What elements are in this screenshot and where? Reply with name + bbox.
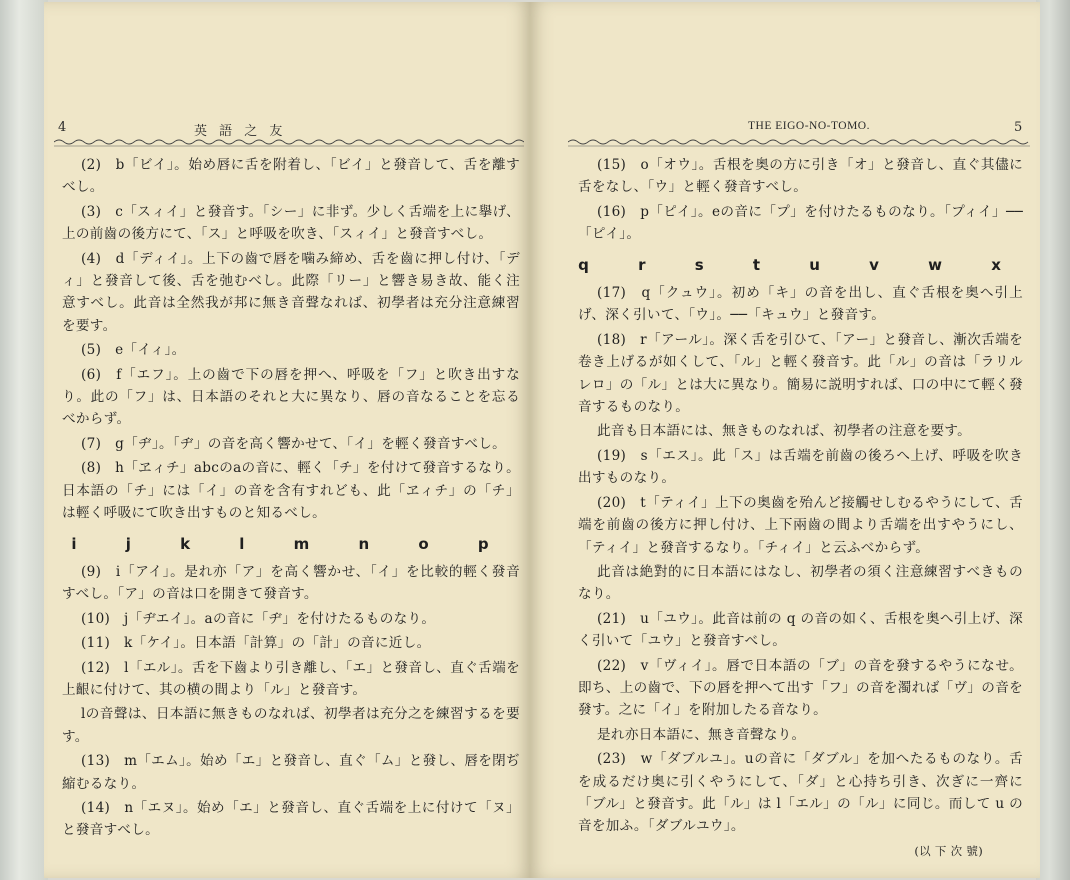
book-edge-right [1036,0,1070,880]
entry-r: (18) r「アール」。深く舌を引ひて、「アー」と發音し、漸次舌端を卷き上げるが如くして、「ル」と輕く發音す。此「ル」の音は「ラリルレロ」の「ル」とは大に異なり。簡易に説明すれば、口の中にて輕く發音するものなり。 [578,331,1023,416]
entry-u: (21) u「ユウ」。此音は前の q の音の如く、舌根を奥へ引上げ、深く引いて「ユウ」と發音すべし。 [578,610,1023,650]
left-page-body [62,154,520,844]
entry-p: (16) p「ピイ」。eの音に「プ」を付けたるものなり。「プィイ」──「ピイ」。 [578,203,1023,243]
entry-q: (17) q「クュウ」。初め「キ」の音を出し、直ぐ舌根を奥へ引上げ、深く引いて、「ウ」。──「キュウ」と發音す。 [578,285,1023,324]
letters-heading-q-x: q r s t u v w x [578,255,1023,274]
entry-v-note: 是れ亦日本語に、無き音聲なり。 [597,726,806,743]
entry-h: (8) h「ヱィチ」abcのaの音に、輕く「チ」を付けて發音するなり。日本語の「チ」には「イ」の音を含有すれども、此「ヱィチ」の「チ」は輕く呼吸にて吹き出すものと知るべし。 [62,460,520,522]
entry-w: (23) w「ダブルユ」。uの音に「ダブル」を加へたるものなり。舌を成るだけ奥に引くやうにして、「ダ」と心持ち引き、次ぎに一齊に「ブル」と發音す。此「ル」は l「エル」の「ル」に同じ。而して u の音を加ふ。「ダブルユウ」。 [578,751,1023,835]
entry-k: (11) k「ケイ」。日本語「計算」の「計」の音に近し。 [81,635,431,652]
right-page-number: 5 [1014,120,1023,135]
header-wavy-rule-right [568,138,1030,148]
entry-v: (22) v「ヴィイ」。唇で日本語の「ブ」の音を發するやうになせ。即ち、上の齒で、下の唇を押へて出す「フ」の音を濁れば「ヴ」の音を發す。之に「イ」を附加したる音なり。 [578,657,1023,719]
header-wavy-rule-left [54,138,524,148]
entry-c: (3) c「スィイ」と發音す。「シー」に非ず。少しく舌端を上に擧げ、上の前齒の後方にて、「ス」と呼吸を吹き、「スィイ」と發音すべし。 [62,203,520,243]
entry-m: (13) m「エム」。始め「エ」と發音し、直ぐ「ム」と發し、唇を閉ぢ縮むるなり。 [62,753,520,792]
entry-d: (4) d「ディイ」。上下の齒で唇を噛み締め、舌を齒に押し付け、「ディ」と發音して後、舌を弛むべし。此際「リー」と響き易き故、能く注意すべし。此音は全然我が邦に無き音聲なれば、初學者は充分注意練習を要す。 [62,250,520,334]
left-page-header-title: 英 語 之 友 [194,124,287,139]
entry-l: (12) l「エル」。舌を下齒より引き離し、「エ」と發音し、直ぐ舌端を上齦に付けて、其の横の間より「ル」と發音す。 [62,659,520,698]
entry-i: (9) i「アイ」。是れ亦「ア」を高く響かせ、「イ」を比較的輕く發音すべし。「ア」の音は口を開きて發音す。 [62,563,520,603]
entry-e: (5) e「イィ」。 [81,342,186,359]
entry-s: (19) s「エス」。此「ス」は舌端を前齒の後ろへ上げ、呼吸を吹き出すものなり。 [578,447,1023,487]
entry-n: (14) n「エヌ」。始め「エ」と發音し、直ぐ舌端を上に付けて「ヌ」と發音すべし。 [62,799,520,839]
entry-b: (2) b「ビイ」。始め唇に舌を附着し、「ビイ」と發音して、舌を離すべし。 [62,157,520,196]
entry-t: (20) t「ティイ」上下の奥齒を殆んど接觸せしむるやうにして、舌端を前齒の後方に押し付け、上下兩齒の間より舌端を出すやうにし、「ティイ」と發音するなり。「チィイ」と云ふべからず。 [578,494,1023,556]
entry-j: (10) j「ヂエイ」。aの音に「ヂ」を付けたるものなり。 [81,610,436,627]
entry-r-note: 此音も日本語には、無きものなれば、初學者の注意を要す。 [597,423,972,440]
right-page-body [578,154,1023,862]
left-page [44,2,530,878]
entry-g: (7) g「ヂ」。「ヂ」の音を高く響かせて、「イ」を輕く發音すべし。 [81,435,507,452]
book-edge-left [0,0,48,880]
right-page [530,2,1040,878]
right-page-header-title: THE EIGO-NO-TOMO. [748,120,870,132]
left-page-number: 4 [58,120,67,135]
to-be-continued-note: (以 下 次 號) [914,843,983,858]
entry-f: (6) f「エフ」。上の齒で下の唇を押へ、呼吸を「フ」と吹き出すなり。此の「フ」は、日本語のそれと大に異なり、唇の音なることを忘るべからず。 [62,366,520,428]
entry-t-note: 此音は絶對的に日本語にはなし、初學者の須く注意練習すべきものなり。 [578,563,1023,603]
entry-o: (15) o「オウ」。舌根を奥の方に引き「オ」と發音し、直ぐ其儘に舌をなし、「ウ」と輕く發音すべし。 [578,157,1023,196]
letters-heading-i-p: i j k l m n o p [71,534,511,553]
entry-l-note: lの音聲は、日本語に無きものなれば、初學者は充分之を練習するを要す。 [62,706,520,745]
